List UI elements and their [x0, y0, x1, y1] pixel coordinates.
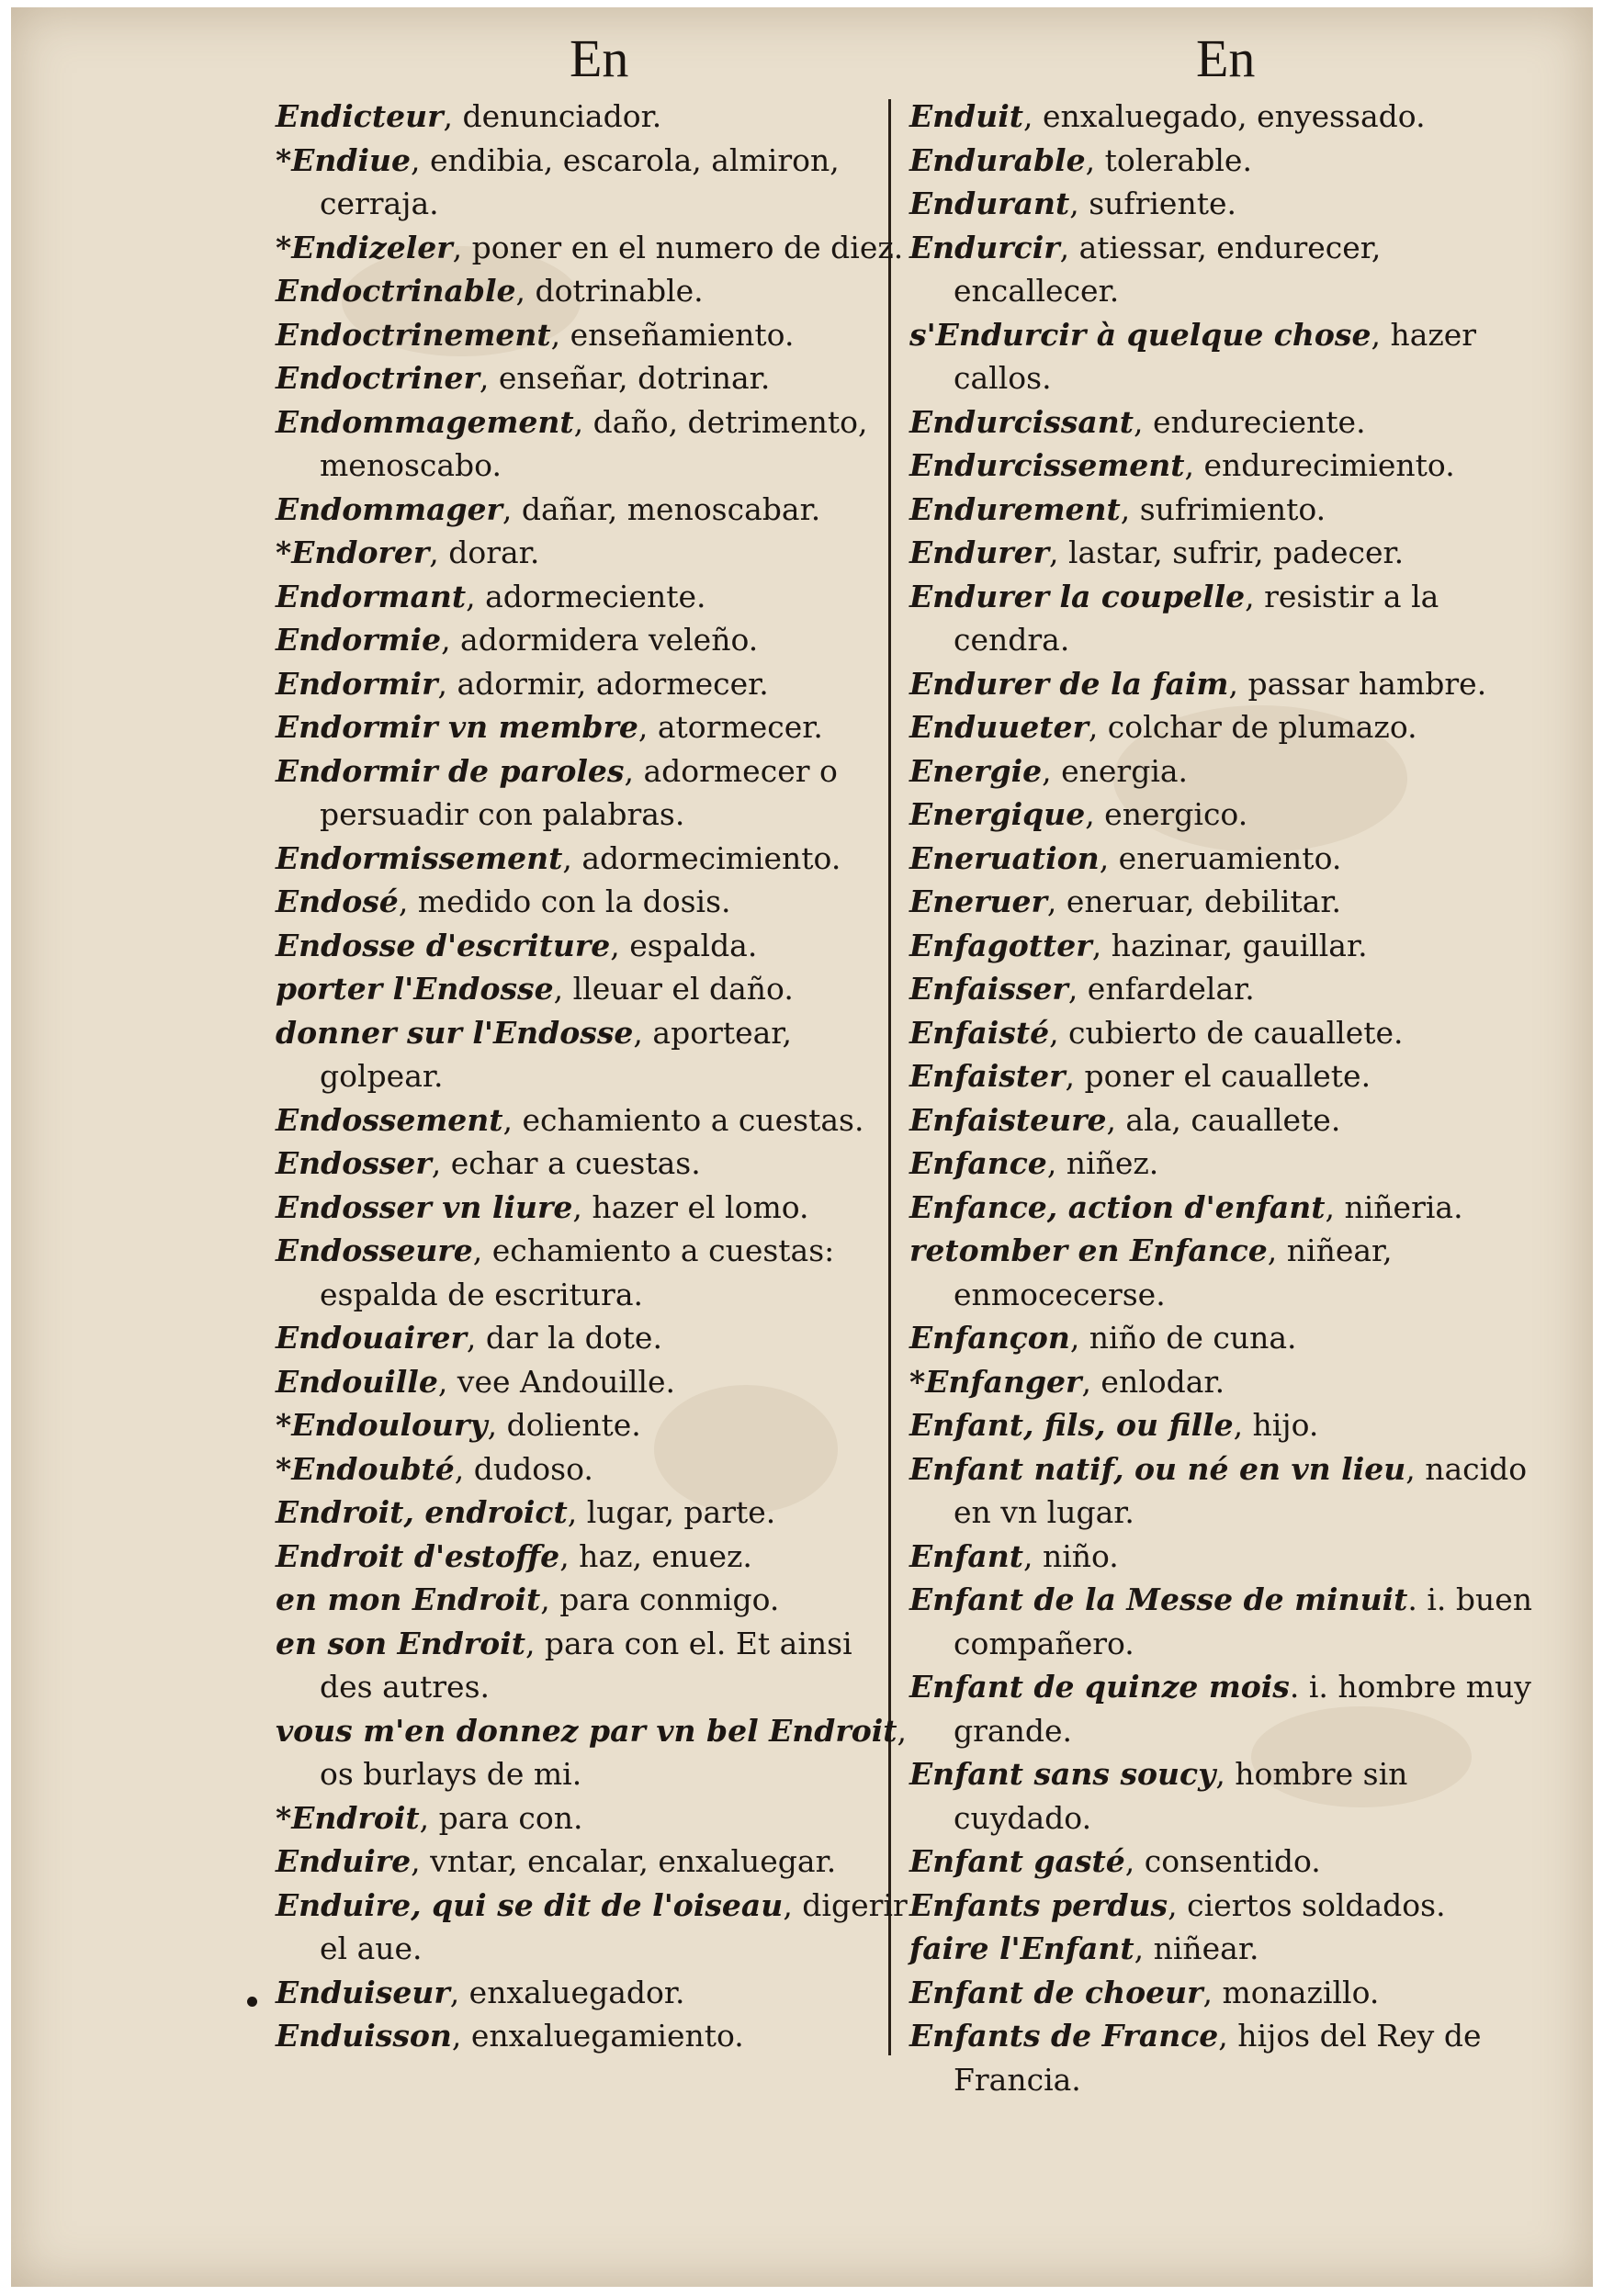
dictionary-entry: [909, 1054, 1543, 1098]
entry-definition: , endurecimiento.: [1184, 447, 1455, 483]
dictionary-entry: [909, 488, 1543, 532]
entry-definition: , para con.: [419, 1799, 583, 1836]
entry-headword: s'Endurcir à quelque chose: [909, 316, 1371, 353]
entry-headword: Endurant: [909, 186, 1070, 221]
dictionary-entry: [909, 1360, 1543, 1404]
entry-headword: Enfagotter: [909, 927, 1092, 963]
dictionary-entry: [909, 1403, 1543, 1447]
entry-headword: *Endouloury: [276, 1407, 488, 1443]
entry-definition: , hazinar, gauillar.: [1091, 927, 1368, 963]
entry-headword: Endurcir: [909, 229, 1060, 265]
dictionary-entry: [276, 1840, 909, 1884]
dictionary-entry: [276, 356, 909, 400]
entry-definition: , para con el. Et ainsi des autres.: [320, 1625, 852, 1705]
entry-headword: Enfaister: [909, 1058, 1066, 1094]
entry-headword: donner sur l'Endosse: [276, 1014, 634, 1051]
entry-headword: Enfant de la Messe de minuit: [909, 1581, 1408, 1617]
entry-definition: , dotrinable.: [515, 273, 704, 309]
dictionary-entry: [909, 1186, 1543, 1230]
dictionary-entry: [276, 226, 909, 270]
entry-headword: en son Endroit: [276, 1625, 525, 1661]
entry-headword: Enduit: [909, 98, 1023, 134]
dictionary-entry: [276, 705, 909, 749]
left-column: [276, 95, 909, 2058]
dictionary-entry: [276, 139, 909, 226]
entry-headword: Enfants de France: [909, 2018, 1219, 2054]
entry-headword: *Endroit: [276, 1799, 420, 1836]
entry-headword: Endurer: [909, 535, 1049, 570]
margin-dot: [247, 1997, 257, 2007]
entry-definition: , hijo.: [1233, 1407, 1319, 1443]
dictionary-entry: [276, 1142, 909, 1186]
dictionary-entry: [909, 95, 1543, 139]
entry-headword: Endoctriner: [276, 360, 480, 396]
entry-definition: , dorar.: [429, 535, 540, 570]
entry-headword: Endurer de la faim: [909, 665, 1229, 702]
dictionary-entry: [909, 1011, 1543, 1055]
dictionary-entry: [909, 1752, 1543, 1840]
dictionary-entry: [276, 1578, 909, 1622]
entry-definition: , adormecer o persuadir con palabras.: [320, 752, 838, 832]
dictionary-entry: [276, 618, 909, 662]
entry-definition: , hijos del Rey de Francia.: [954, 2018, 1482, 2098]
entry-headword: Enduire: [276, 1843, 412, 1879]
entry-headword: *Endoubté: [276, 1450, 455, 1487]
entry-definition: , sufriente.: [1069, 186, 1236, 221]
dictionary-entry: [909, 182, 1543, 226]
entry-definition: , niñez.: [1046, 1145, 1159, 1181]
entry-definition: , vntar, encalar, enxaluegar.: [411, 1843, 837, 1879]
entry-headword: *Enfanger: [909, 1363, 1082, 1400]
entry-definition: , enxaluegamiento.: [451, 2018, 744, 2054]
dictionary-entry: [276, 1491, 909, 1535]
dictionary-entry: [909, 444, 1543, 488]
entry-headword: retomber en Enfance: [909, 1232, 1268, 1268]
entry-definition: , adormeciente.: [466, 578, 706, 614]
entry-headword: en mon Endroit: [276, 1581, 541, 1617]
dictionary-entry: [276, 1709, 909, 1796]
entry-definition: , enseñamiento.: [550, 316, 795, 353]
entry-definition: , denunciador.: [443, 98, 662, 134]
dictionary-entry: [909, 793, 1543, 837]
entry-headword: Endormir: [276, 665, 438, 702]
dictionary-entry: [276, 400, 909, 488]
entry-headword: Endommager: [276, 490, 502, 527]
entry-headword: Enfant de choeur: [909, 1974, 1203, 2010]
dictionary-entry: [909, 1665, 1543, 1752]
entry-headword: Endormie: [276, 622, 442, 658]
dictionary-entry: [276, 313, 909, 357]
entry-headword: Enfaisteure: [909, 1101, 1107, 1138]
entry-definition: , niño de cuna.: [1069, 1320, 1297, 1356]
dictionary-entry: [276, 269, 909, 313]
dictionary-entry: [276, 1535, 909, 1579]
dictionary-entry: [909, 1535, 1543, 1579]
entry-definition: , enfardelar.: [1067, 971, 1255, 1007]
entry-definition: , digerir el aue.: [320, 1886, 908, 1966]
entry-headword: Endroit d'estoffe: [276, 1537, 560, 1574]
entry-definition: , lleuar el daño.: [553, 971, 794, 1007]
dictionary-entry: [276, 1884, 909, 1971]
dictionary-entry: [909, 1971, 1543, 2015]
dictionary-entry: [276, 749, 909, 837]
entry-definition: , enlodar.: [1081, 1363, 1225, 1400]
entry-headword: Endouille: [276, 1363, 438, 1400]
entry-headword: Endurable: [909, 141, 1086, 178]
entry-definition: , energia.: [1042, 752, 1189, 789]
entry-definition: , dudoso.: [454, 1450, 593, 1487]
entry-definition: , dañar, menoscabar.: [502, 490, 821, 527]
entry-definition: , niñear, enmocecerse.: [954, 1232, 1393, 1312]
dictionary-entry: [909, 1927, 1543, 1971]
entry-headword: Endoctrinable: [276, 273, 516, 309]
entry-headword: Enfance, action d'enfant: [909, 1188, 1326, 1225]
entry-headword: Enfant natif, ou né en vn lieu: [909, 1450, 1406, 1487]
dictionary-entry: [909, 1840, 1543, 1884]
entry-headword: Endicteur: [276, 98, 444, 134]
dictionary-entry: [276, 575, 909, 619]
running-head-right: En: [1196, 28, 1256, 88]
entry-headword: Endurement: [909, 490, 1121, 527]
entry-definition: , dar la dote.: [466, 1320, 662, 1356]
entry-definition: , colchar de plumazo.: [1088, 709, 1417, 745]
entry-headword: Endurer la coupelle: [909, 578, 1246, 614]
dictionary-entry: [276, 880, 909, 924]
dictionary-entry: [276, 1186, 909, 1230]
entry-headword: Enfance: [909, 1145, 1047, 1181]
entry-definition: , niñear.: [1134, 1930, 1259, 1966]
dictionary-entry: [909, 1098, 1543, 1142]
entry-definition: , endureciente.: [1134, 403, 1366, 440]
entry-headword: Enfant: [909, 1537, 1023, 1574]
entry-definition: , eneruar, debilitar.: [1046, 884, 1342, 919]
entry-headword: *Endorer: [276, 535, 430, 570]
entry-headword: Enfaisser: [909, 971, 1068, 1007]
dictionary-entry: [276, 1011, 909, 1098]
entry-headword: Endosseure: [276, 1232, 473, 1268]
dictionary-entry: [276, 1971, 909, 2015]
dictionary-entry: [909, 139, 1543, 183]
dictionary-entry: [276, 531, 909, 575]
entry-definition: , espalda.: [610, 927, 758, 963]
dictionary-entry: [909, 400, 1543, 445]
entry-definition: , sufrimiento.: [1120, 490, 1326, 527]
dictionary-entry: [909, 662, 1543, 706]
entry-headword: Enfants perdus: [909, 1886, 1168, 1923]
dictionary-entry: [909, 1884, 1543, 1928]
entry-definition: , hombre sin cuydado.: [954, 1756, 1408, 1836]
entry-definition: , enxaluegador.: [449, 1974, 685, 2010]
entry-headword: Energie: [909, 752, 1043, 789]
entry-definition: , niño.: [1022, 1537, 1119, 1574]
dictionary-entry: [276, 662, 909, 706]
entry-definition: , endibia, escarola, almiron, cerraja.: [320, 141, 840, 221]
dictionary-entry: [276, 924, 909, 968]
dictionary-entry: [909, 2014, 1543, 2101]
entry-definition: , monazillo.: [1202, 1974, 1380, 2010]
entry-definition: , cubierto de cauallete.: [1049, 1014, 1404, 1051]
entry-headword: Enduiseur: [276, 1974, 450, 2010]
dictionary-entry: [909, 1142, 1543, 1186]
entry-definition: , energico.: [1085, 796, 1248, 832]
dictionary-entry: [276, 1316, 909, 1360]
entry-definition: , hazer callos.: [954, 316, 1477, 396]
entry-definition: , niñeria.: [1325, 1188, 1463, 1225]
entry-headword: Enfant, fils, ou fille: [909, 1407, 1234, 1443]
entry-headword: Endouairer: [276, 1320, 467, 1356]
dictionary-entry: [909, 837, 1543, 881]
dictionary-entry: [909, 575, 1543, 662]
entry-headword: faire l'Enfant: [909, 1930, 1134, 1966]
entry-definition: , eneruamiento.: [1099, 839, 1342, 876]
entry-definition: , echar a cuestas.: [431, 1145, 701, 1181]
dictionary-entry: [276, 1622, 909, 1709]
entry-headword: Endosé: [276, 884, 399, 919]
entry-headword: Energique: [909, 796, 1086, 832]
entry-definition: , lastar, sufrir, padecer.: [1048, 535, 1405, 570]
entry-definition: . i. buen compañero.: [954, 1581, 1533, 1661]
dictionary-entry: [276, 1447, 909, 1491]
entry-headword: Enfaisté: [909, 1014, 1050, 1051]
dictionary-entry: [276, 488, 909, 532]
dictionary-entry: [276, 1403, 909, 1447]
entry-headword: Enfant sans soucy: [909, 1756, 1216, 1792]
dictionary-entry: [909, 705, 1543, 749]
entry-definition: , doliente.: [487, 1407, 641, 1443]
dictionary-entry: [276, 2014, 909, 2058]
entry-definition: , adormecimiento.: [562, 839, 841, 876]
entry-headword: Enduisson: [276, 2018, 452, 2054]
entry-definition: . i. hombre muy grande.: [954, 1669, 1531, 1749]
dictionary-entry: [276, 1796, 909, 1840]
entry-headword: Endormant: [276, 578, 467, 614]
entry-definition: , resistir a la cendra.: [954, 578, 1439, 658]
dictionary-entry: [909, 924, 1543, 968]
entry-definition: , hazer el lomo.: [572, 1188, 809, 1225]
right-column: [909, 95, 1543, 2101]
dictionary-entry: [909, 880, 1543, 924]
entry-headword: *Endizeler: [276, 229, 453, 265]
entry-headword: *Endiue: [276, 141, 412, 178]
dictionary-entry: [909, 1229, 1543, 1316]
entry-headword: Enfant gasté: [909, 1843, 1125, 1879]
entry-headword: Endormir vn membre: [276, 709, 638, 745]
dictionary-entry: [909, 967, 1543, 1011]
entry-headword: vous m'en donnez par vn bel Endroit: [276, 1712, 897, 1749]
entry-headword: Endurcissement: [909, 447, 1185, 483]
entry-headword: Endossement: [276, 1101, 503, 1138]
dictionary-entry: [909, 531, 1543, 575]
entry-definition: , adormidera veleño.: [441, 622, 759, 658]
entry-definition: , enxaluegado, enyessado.: [1023, 98, 1426, 134]
entry-definition: , consentido.: [1124, 1843, 1321, 1879]
book-page: [11, 7, 1593, 2287]
entry-headword: Endosser: [276, 1145, 432, 1181]
entry-headword: Endurcissant: [909, 403, 1134, 440]
dictionary-entry: [276, 967, 909, 1011]
dictionary-entry: [909, 1316, 1543, 1360]
entry-definition: , vee Andouille.: [437, 1363, 676, 1400]
entry-headword: Eneruation: [909, 839, 1100, 876]
entry-definition: , daño, detrimento, menoscabo.: [320, 403, 868, 483]
dictionary-entry: [276, 1360, 909, 1404]
entry-definition: , ciertos soldados.: [1168, 1886, 1446, 1923]
entry-definition: , medido con la dosis.: [398, 884, 731, 919]
entry-headword: Endormissement: [276, 839, 563, 876]
entry-definition: , poner el cauallete.: [1065, 1058, 1371, 1094]
entry-definition: , poner en el numero de diez.: [452, 229, 904, 265]
entry-definition: , atormecer.: [638, 709, 823, 745]
dictionary-entry: [909, 1578, 1543, 1665]
entry-definition: , tolerable.: [1085, 141, 1252, 178]
entry-headword: Endosser vn liure: [276, 1188, 573, 1225]
entry-headword: Enduueter: [909, 709, 1089, 745]
dictionary-entry: [276, 95, 909, 139]
entry-definition: , passar hambre.: [1228, 665, 1487, 702]
entry-definition: , adormir, adormecer.: [437, 665, 769, 702]
entry-definition: , echamiento a cuestas.: [502, 1101, 864, 1138]
entry-definition: , enseñar, dotrinar.: [479, 360, 771, 396]
dictionary-entry: [909, 226, 1543, 313]
entry-headword: Endoctrinement: [276, 316, 551, 353]
entry-definition: , atiessar, endurecer, encallecer.: [954, 229, 1382, 309]
dictionary-entry: [276, 1098, 909, 1142]
entry-definition: , nacido en vn lugar.: [954, 1450, 1528, 1530]
entry-definition: , lugar, parte.: [567, 1494, 776, 1530]
entry-headword: Enfançon: [909, 1320, 1070, 1356]
dictionary-entry: [909, 313, 1543, 400]
dictionary-entry: [909, 1447, 1543, 1535]
entry-definition: , para conmigo.: [540, 1581, 780, 1617]
entry-headword: porter l'Endosse: [276, 971, 554, 1007]
entry-headword: Endommagement: [276, 403, 574, 440]
entry-headword: Endormir de paroles: [276, 752, 625, 789]
entry-headword: Endosse d'escriture: [276, 927, 611, 963]
dictionary-entry: [276, 837, 909, 881]
entry-definition: , os burlays de mi.: [320, 1712, 908, 1792]
entry-headword: Enfant de quinze mois: [909, 1669, 1290, 1705]
entry-definition: , aportear, golpear.: [320, 1014, 792, 1094]
dictionary-entry: [276, 1229, 909, 1316]
running-head-left: En: [570, 28, 629, 88]
dictionary-entry: [909, 749, 1543, 793]
entry-headword: Endroit, endroict: [276, 1494, 568, 1530]
entry-definition: , ala, cauallete.: [1106, 1101, 1341, 1138]
entry-definition: , echamiento a cuestas: espalda de escritura.: [320, 1232, 835, 1312]
entry-definition: , haz, enuez.: [559, 1537, 752, 1574]
entry-headword: Eneruer: [909, 884, 1047, 919]
entry-headword: Enduire, qui se dit de l'oiseau: [276, 1886, 784, 1923]
